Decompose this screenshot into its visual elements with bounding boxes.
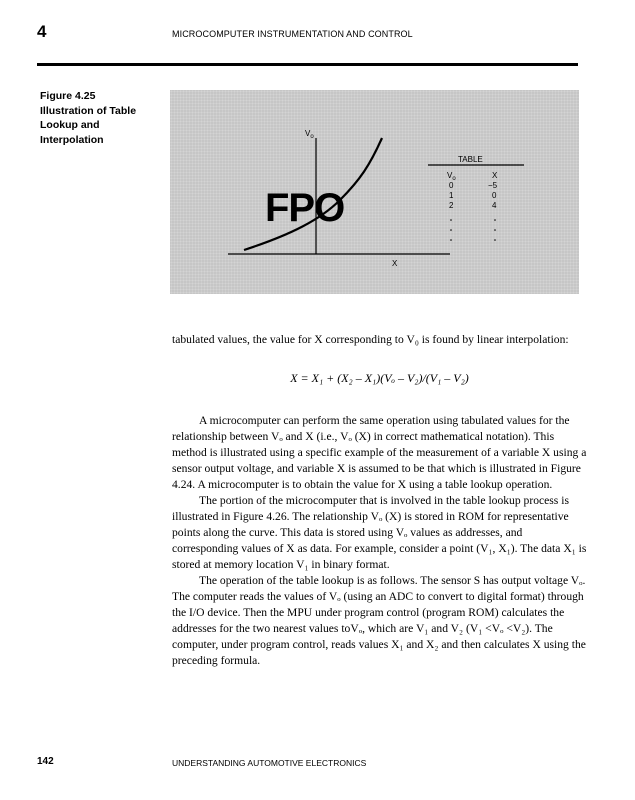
header-rule xyxy=(37,63,578,66)
figure-title-line: Lookup and xyxy=(40,119,100,131)
footer-book-title: UNDERSTANDING AUTOMOTIVE ELECTRONICS xyxy=(172,758,367,768)
paragraph: The portion of the microcomputer that is involved in the table lookup process is illustrated in Figure 4.26. The relationship Vₒ (X) is stored in ROM for representative points along the curve. This data is stored using Vₒ values as addresses, and corresponding values of X as data. For example, consider a point (V₁, X₁). The data X₁ is stored at memory location V₁ in binary format. xyxy=(172,494,587,571)
body-text xyxy=(172,332,587,669)
interpolation-equation: X = X₁ + (X₂ – X₁)(Vₒ – V₂)/(V₁ – V₂) xyxy=(290,371,469,385)
table-cell: 0 xyxy=(449,181,454,190)
figure-caption xyxy=(40,89,165,147)
paragraph: A microcomputer can perform the same operation using tabulated values for the relationship between Vₒ and X (i.e., Vₒ (X) in correct mathematical notation). This method is illustrated using a specific example of the measurement of a variable X using a sensor output voltage, and variable X is assumed to be that which is illustrated in Figure 4.24. A microcomputer is to obtain the value for X using a table lookup operation. xyxy=(172,414,587,491)
table-title: TABLE xyxy=(458,155,483,164)
v-axis-label: $V_o$ xyxy=(305,129,314,140)
paragraph: tabulated values, the value for X corresponding to V₀ is found by linear interpolation: xyxy=(172,333,569,346)
figure-illustration xyxy=(170,90,579,294)
table-cell: 4 xyxy=(492,201,497,210)
table-cell: −5 xyxy=(488,181,498,190)
table-cell: 2 xyxy=(449,201,454,210)
figure-title-line: Illustration of Table xyxy=(40,104,137,117)
fpo-placeholder-label: FPO xyxy=(265,186,345,230)
page-number: 142 xyxy=(37,756,54,767)
lookup-diagram xyxy=(170,90,579,294)
figure-number: Figure 4.25 xyxy=(40,90,96,102)
table-col2-header: X xyxy=(492,171,498,180)
table-continuation-dots xyxy=(450,219,496,241)
table-cell: 0 xyxy=(492,191,497,200)
figure-title-line: Interpolation xyxy=(40,133,104,146)
table-cell: 1 xyxy=(449,191,454,200)
paragraph: The operation of the table lookup is as follows. The sensor S has output voltage Vₒ. The computer reads the values of Vₒ (using an ADC to convert to digital format) through the I/O device. Then the MPU under program control (program ROM) calculates the addresses for the two nearest values toVₒ, which are V₁ and V₂ (V₁ <Vₒ <V₂). The computer, under program control, reads values X₁ and X₂ and then calculates X using the preceding formula. xyxy=(172,574,586,667)
running-head: MICROCOMPUTER INSTRUMENTATION AND CONTROL xyxy=(172,29,413,39)
table-col1-header: $V_o$ xyxy=(447,171,456,182)
chapter-number: 4 xyxy=(37,22,47,41)
x-axis-label: X xyxy=(392,259,398,268)
